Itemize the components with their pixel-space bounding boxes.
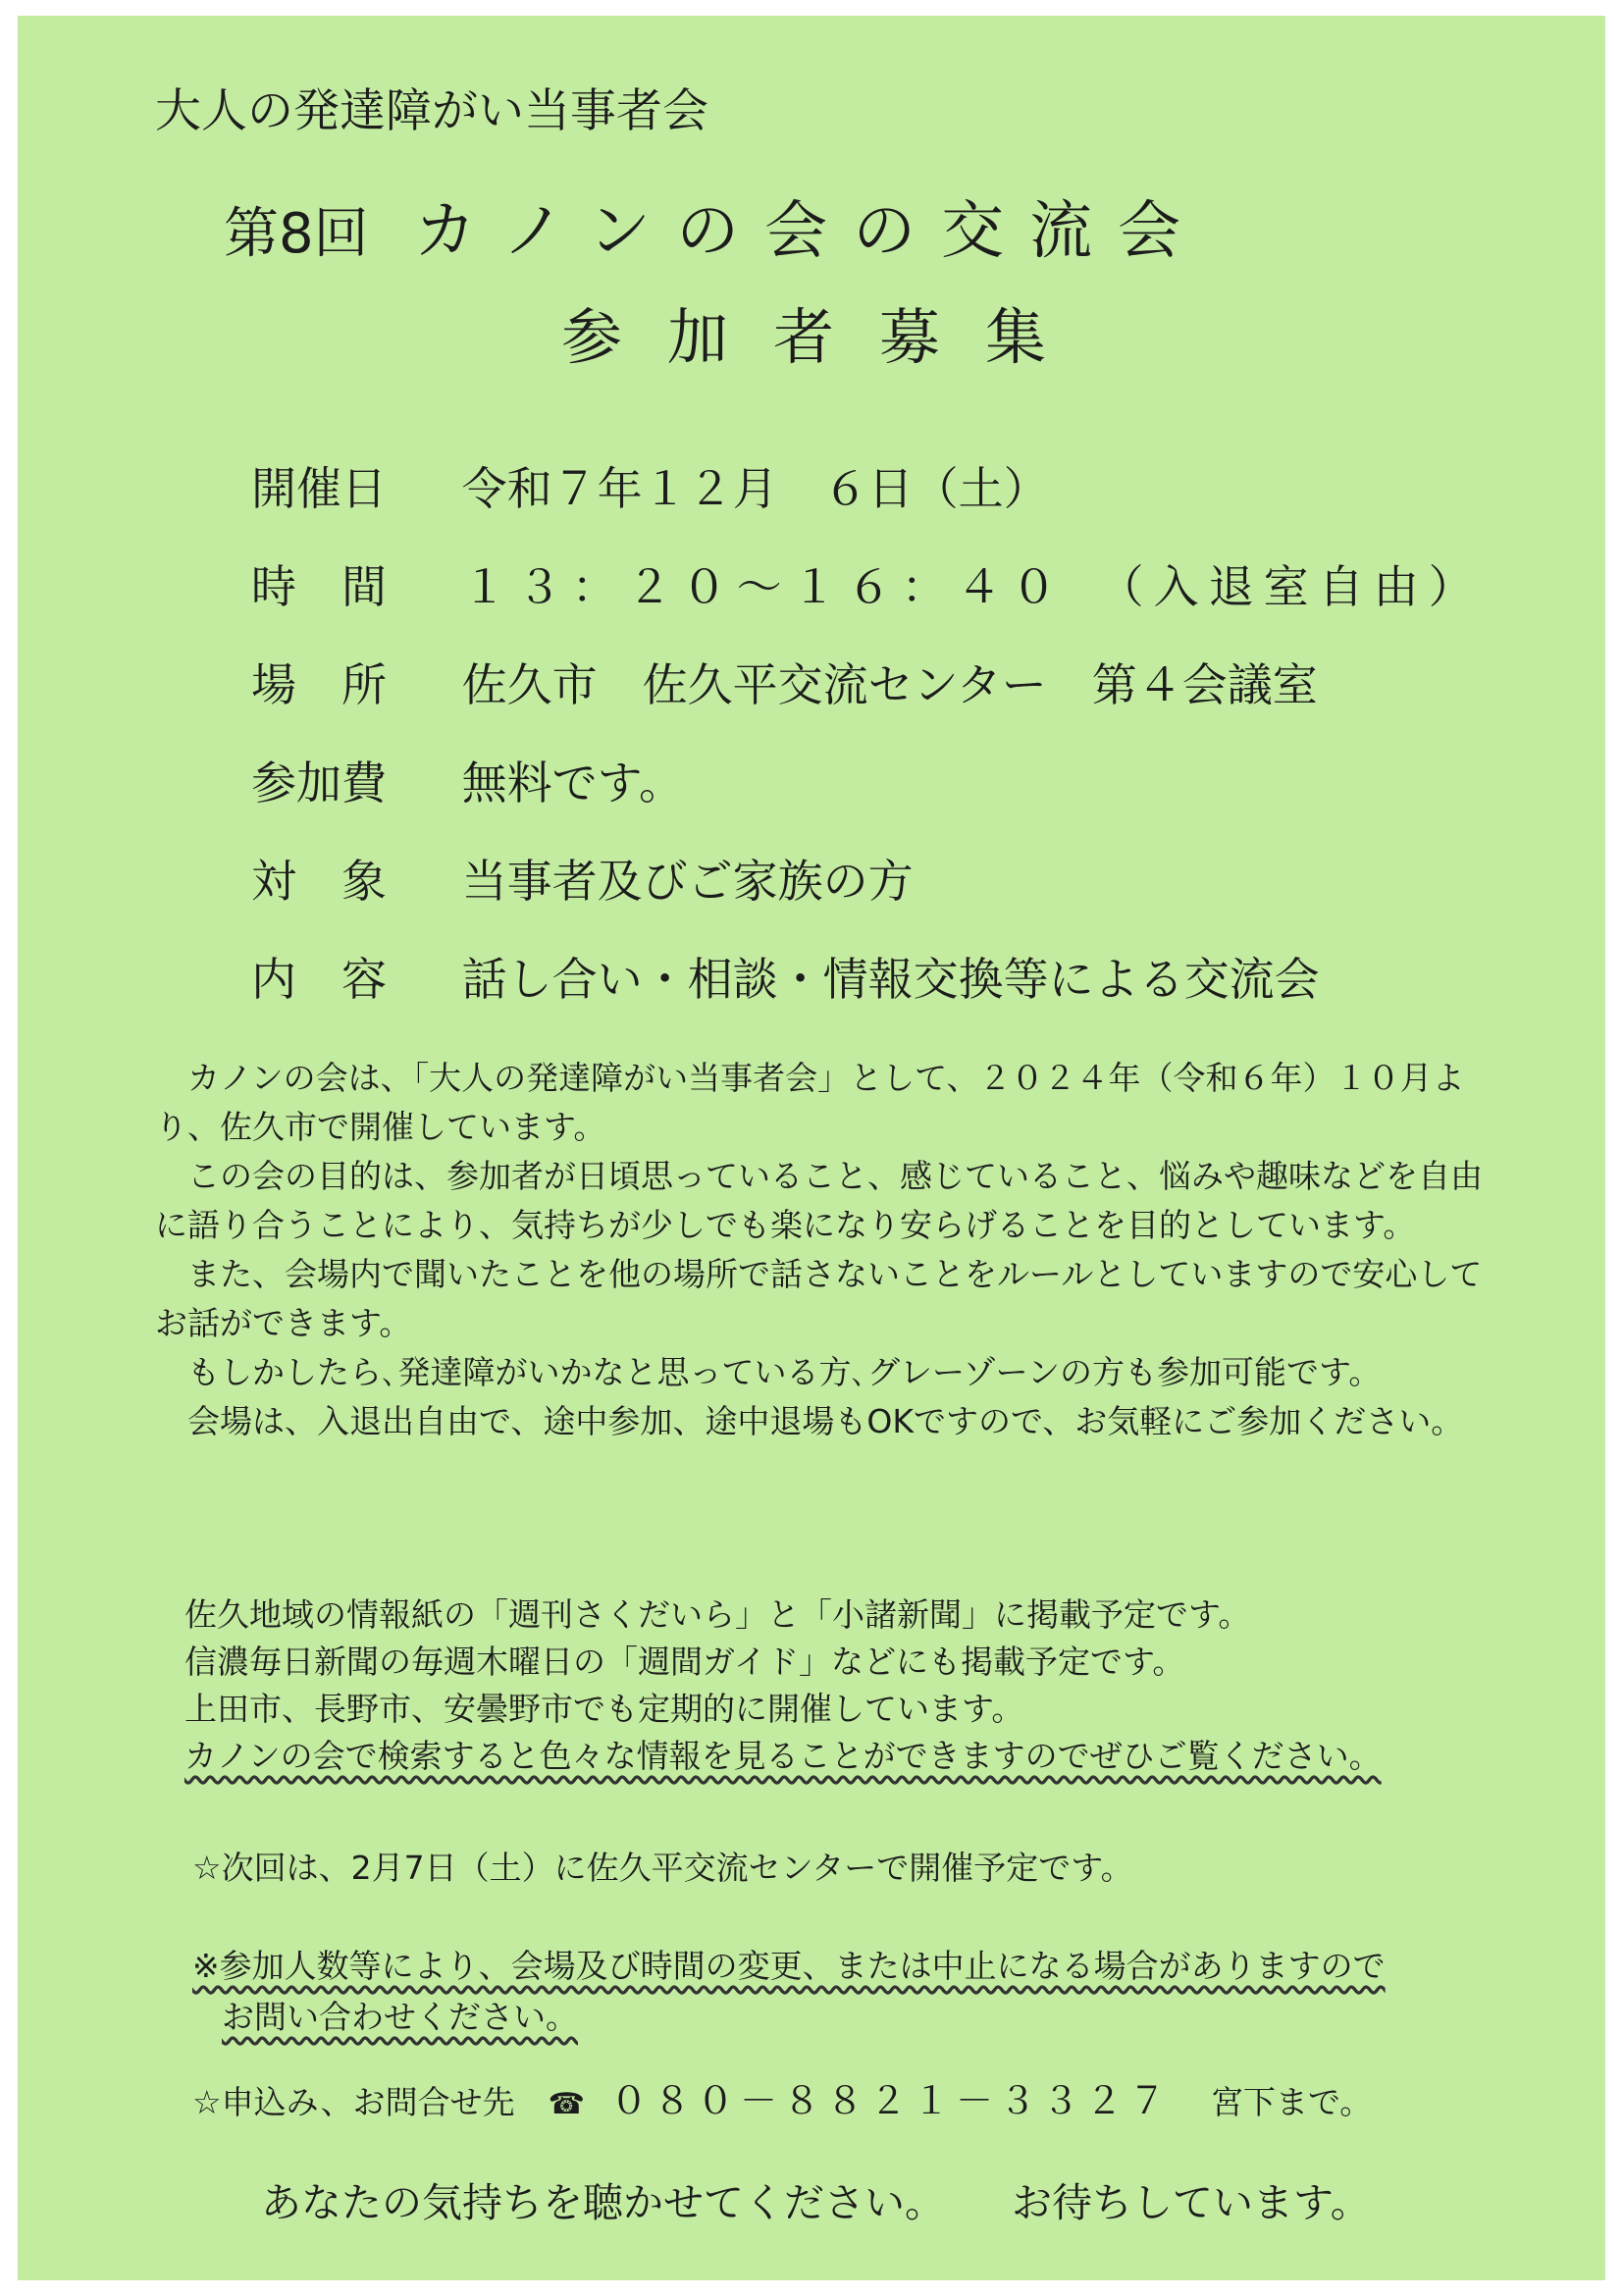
description-paragraph: もしかしたら､発達障がいかなと思っている方､グレーゾーンの方も参加可能です。 xyxy=(187,1353,1382,1391)
title-main: カノンの会の交流会 xyxy=(413,195,1207,268)
note-line: 佐久地域の情報紙の「週刊さくだいら」と「小諸新聞」に掲載予定です。 xyxy=(184,1595,1251,1634)
caution-line-1: ※参加人数等により、会場及び時間の変更、または中止になる場合がありますので xyxy=(192,1947,1386,1985)
info-row-place xyxy=(251,650,1318,714)
publication-notes xyxy=(184,1592,1382,1780)
contact-label: ☆申込み、お問合せ先 xyxy=(192,2083,515,2121)
closing-line-1: あなたの気持ちを聴かせてください。 xyxy=(261,2179,945,2226)
info-label: 対 象 xyxy=(251,855,387,908)
organization-name: 大人の発達障がい当事者会 xyxy=(155,84,708,138)
description-paragraph: また、会場内で聞いたことを他の場所で話さないことをルールとしていますので安心してお話ができます。 xyxy=(155,1255,1483,1342)
info-row-time xyxy=(251,551,1484,616)
phone-number: ０８０－８８２１－３３２７ xyxy=(609,2079,1172,2122)
description-paragraph: カノンの会は、「大人の発達障がい当事者会」として、２０２４年（令和６年）１０月より、佐久市で開催しています。 xyxy=(155,1059,1465,1146)
info-value: 令和７年１２月 ６日（土） xyxy=(461,462,1049,515)
info-value: 無料です。 xyxy=(461,757,684,809)
description xyxy=(155,1054,1509,1446)
closing-line-2: お待ちしています。 xyxy=(1012,2179,1371,2226)
caution-line-2: お問い合わせください。 xyxy=(222,1998,578,2036)
note-line: 上田市、長野市、安曇野市でも定期的に開催しています。 xyxy=(184,1690,1024,1728)
info-value: １３：２０～１６：４０ （入退室自由） xyxy=(461,560,1484,613)
page-subtitle: 参加者募集 xyxy=(560,301,1091,373)
next-meeting: ☆次回は、2月7日（土）に佐久平交流センターで開催予定です。 xyxy=(192,1849,1133,1887)
flyer-sheet xyxy=(18,16,1605,2280)
page-title xyxy=(224,181,1206,271)
info-label: 内 容 xyxy=(251,953,387,1006)
note-line-search: カノンの会で検索すると色々な情報を見ることができますのでぜひご覧ください。 xyxy=(184,1737,1382,1775)
description-paragraph: 会場は、入退出自由で、途中参加、途中退場もOKですので、お気軽にご参加ください。 xyxy=(187,1402,1464,1440)
contact xyxy=(192,2070,1372,2124)
info-label: 参加費 xyxy=(251,757,387,809)
closing-message xyxy=(261,2170,1371,2228)
info-row-fee xyxy=(251,748,684,812)
info-row-target xyxy=(251,846,914,911)
info-value: 佐久市 佐久平交流センター 第４会議室 xyxy=(461,658,1318,711)
info-value: 話し合い・相談・情報交換等による交流会 xyxy=(461,953,1320,1006)
note-line: 信濃毎日新聞の毎週木曜日の「週間ガイド」などにも掲載予定です。 xyxy=(184,1643,1185,1681)
info-label: 時 間 xyxy=(251,560,387,613)
info-row-date xyxy=(251,453,1049,518)
info-label: 開催日 xyxy=(251,462,387,515)
info-value: 当事者及びご家族の方 xyxy=(461,855,914,908)
contact-suffix: 宮下まで。 xyxy=(1210,2083,1373,2121)
title-number: 第8回 xyxy=(224,202,369,266)
telephone-icon: ☎ xyxy=(548,2087,585,2121)
info-label: 場 所 xyxy=(251,658,387,711)
info-row-content xyxy=(251,944,1320,1009)
description-paragraph: この会の目的は、参加者が日頃思っていること、感じていること、悩みや趣味などを自由に語り合うことにより、気持ちが少しでも楽になり安らげることを目的としています。 xyxy=(155,1157,1483,1244)
